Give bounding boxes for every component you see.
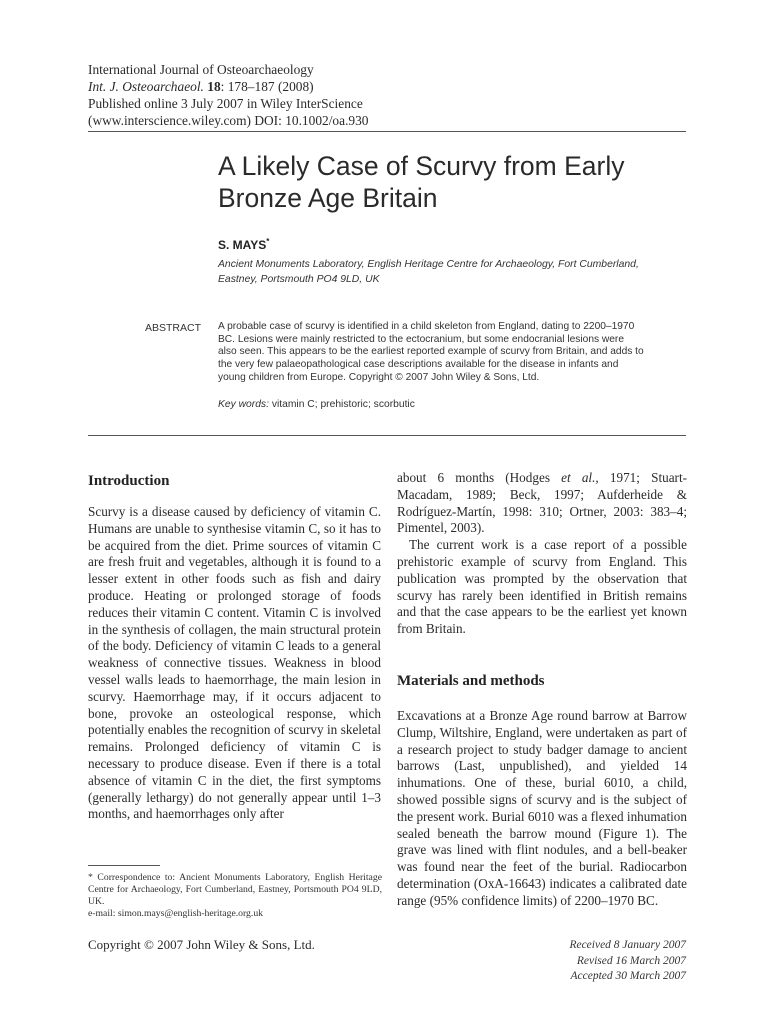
author-affiliation <box>218 257 693 287</box>
author-mark: * <box>266 237 270 246</box>
revised-date: Revised 16 March 2007 <box>576 954 686 967</box>
citation-volume: 18 <box>207 79 221 94</box>
abstract-divider <box>88 435 686 436</box>
left-column <box>88 504 381 823</box>
methods-paragraph: Excavations at a Bronze Age round barrow at Barrow Clump, Wiltshire, England, were undertaken as part of a research project to study badger damage to ancient barrows (Last, unpublished), and yielded 14 inhumations. One of these, burial 6010, a child, showed possible signs of scurvy and is the subject of the present work. Burial 6010 was a flexed inhumation sealed beneath the barrow mound (Figure 1). The grave was lined with flint nodules, and a bell-beaker was found near the feet of the burial. Radiocarbon determination (OxA-16643) indicates a calibrated date range (95% confidence limits) of 2200–1970 BC. <box>397 708 687 908</box>
abstract-line: the very few palaeopathological case descriptions available for the disease in infants and <box>218 359 619 371</box>
footnote <box>88 872 382 920</box>
article-dates <box>569 938 686 985</box>
intro-paragraph: Scurvy is a disease caused by deficiency of vitamin C. Humans are unable to synthesise vitamin C, so it has to be acquired from the diet. Prime sources of vitamin C are fresh fruit and vegetables, although it is found to a lesser extent in other foods such as fish and dairy produce. Heating or prolonged storage of foods reduces their vitamin C content. Vitamin C is involved in the synthesis of collagen, the main structural protein of the body. Deficiency of vitamin C leads to a general weakness of connective tissues. Weakness in blood vessel walls leads to haemorrhage, the main lesion in scurvy. Haemorrhage may, if it occurs adjacent to bone, provoke an osteological response, which potentially enables the recognition of scurvy in skeletal remains. Prolonged deficiency of vitamin C is necessary to produce disease. Even if there is a total absence of vitamin C in the diet, the first symptoms (generally lethargy) do not generally appear until 1–3 months, and haemorrhages only after <box>88 504 381 822</box>
continuation-text-pre: about 6 months (Hodges <box>397 470 562 485</box>
copyright: Copyright © 2007 John Wiley & Sons, Ltd. <box>88 937 315 952</box>
affiliation-line-1: Ancient Monuments Laboratory, English Heritage Centre for Archaeology, Fort Cumberland, <box>218 259 639 270</box>
top-divider <box>88 131 686 132</box>
intro-continuation <box>397 470 687 537</box>
citation <box>88 78 688 95</box>
footnote-divider <box>88 865 160 866</box>
keywords-label: Key words: <box>218 399 269 410</box>
methods-heading: Materials and methods <box>397 673 545 689</box>
right-column <box>397 470 687 638</box>
abstract-line: young children from Europe. Copyright © 2007 John Wiley & Sons, Ltd. <box>218 371 540 383</box>
author-name <box>218 237 269 252</box>
received-date: Received 8 January 2007 <box>569 939 686 951</box>
journal-name: International Journal of Osteoarchaeology <box>88 62 314 77</box>
affiliation-line-2: Eastney, Portsmouth PO4 9LD, UK <box>218 274 380 285</box>
accepted-date: Accepted 30 March 2007 <box>570 970 686 982</box>
continuation-text-post: , 1971; Stuart-Macadam, 1989; Beck, 1997; Aufderheide & Rodríguez-Martín, 1998: 310; Ortner, 2003: 383–4; Pimentel, 2003). <box>397 470 687 536</box>
introduction-heading: Introduction <box>88 473 170 489</box>
abstract-line: BC. Lesions were mainly restricted to the ectocranium, but some endocranial lesions were <box>218 333 624 345</box>
author-text: S. MAYS <box>218 238 267 252</box>
et-al: et al. <box>561 470 596 485</box>
abstract-text <box>218 321 690 385</box>
url-doi: (www.interscience.wiley.com) DOI: 10.1002/oa.930 <box>88 113 369 128</box>
footnote-email: e-mail: simon.mays@english-heritage.org.uk <box>88 908 264 919</box>
article-title <box>218 150 698 214</box>
abstract-line: also seen. This appears to be the earliest reported example of scurvy from Britain, and adds to <box>218 346 644 358</box>
title-line-2: Bronze Age Britain <box>218 183 438 213</box>
published-online: Published online 3 July 2007 in Wiley InterScience <box>88 96 363 111</box>
keywords-list: vitamin C; prehistoric; scorbutic <box>271 399 415 410</box>
citation-abbrev: Int. J. Osteoarchaeol. <box>88 79 204 94</box>
abstract-line: A probable case of scurvy is identified in a child skeleton from England, dating to 2200–1970 <box>218 321 635 332</box>
intro-paragraph-2: The current work is a case report of a possible prehistoric example of scurvy from England. This publication was prompted by the observation that scurvy has rarely been identified in British remains and that the case appears to be the earliest yet known from Britain. <box>397 537 687 637</box>
journal-header <box>88 61 688 129</box>
abstract-label: ABSTRACT <box>145 322 202 334</box>
title-line-1: A Likely Case of Scurvy from Early <box>218 151 625 181</box>
citation-pages: : 178–187 (2008) <box>220 79 314 94</box>
footnote-text: * Correspondence to: Ancient Monuments Laboratory, English Heritage Centre for Archaeology, Fort Cumberland, Eastney, Portsmouth PO4 9LD, UK. <box>88 872 382 907</box>
methods-column <box>397 708 687 910</box>
keywords <box>218 399 688 410</box>
